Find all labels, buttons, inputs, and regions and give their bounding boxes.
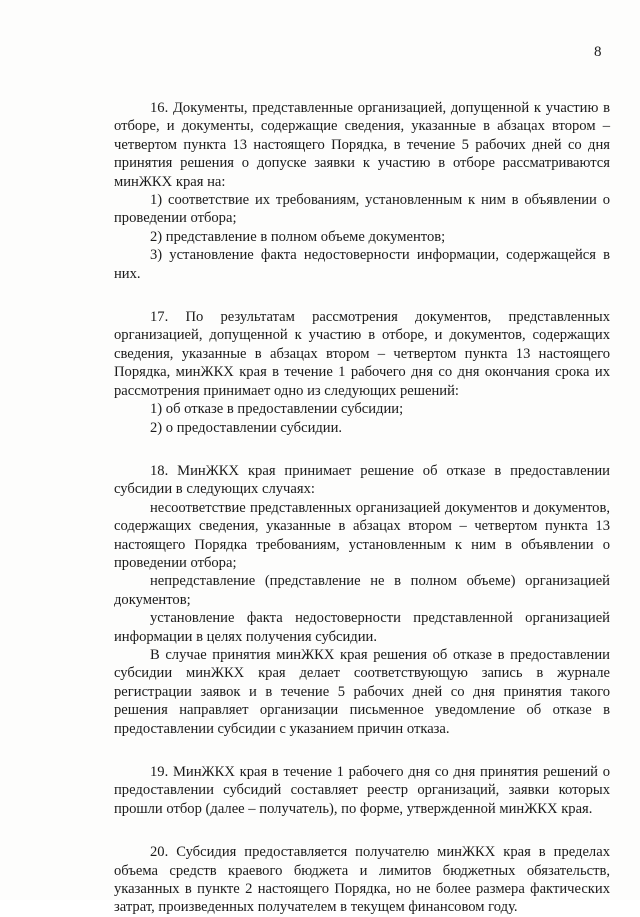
- paragraph-20: 20. Субсидия предоставляется получателю минЖКХ края в пределах объема средств краевого бюджета и лимитов бюджетных обязательств, указанных в пункте 2 настоящего Порядка, но не более размера фактических затрат, произведенных получателем в текущем финансовом году.: [114, 844, 610, 916]
- paragraph-17: 17. По результатам рассмотрения документов, представленных организацией, допущенной к участию в отборе, и документов, содержащих сведения, указанные в абзацах втором – четвертом пункта 13 настоящего Порядка, минЖКХ края в течение 1 рабочего дня со дня окончания срока их рассмотрения принимает одно из следующих решений:: [114, 309, 610, 399]
- paragraph-17-item-1: 1) об отказе в предоставлении субсидии;: [150, 401, 404, 418]
- paragraph-16-item-3: 3) установление факта недостоверности информации, содержащейся в них.: [114, 247, 610, 282]
- paragraph-18-case-3: установление факта недостоверности представленной организацией информации в целях получения субсидии.: [114, 610, 610, 645]
- spacer: [114, 283, 610, 308]
- paragraph-17-item-2: 2) о предоставлении субсидии.: [150, 419, 343, 436]
- document-body: [114, 99, 610, 917]
- spacer: [114, 818, 610, 843]
- paragraph-18-case-2: непредставление (представление не в полном объеме) организацией документов;: [114, 573, 610, 608]
- paragraph-16: 16. Документы, представленные организацией, допущенной к участию в отборе, и документы, содержащие сведения, указанные в абзацах втором – четвертом пункта 13 настоящего Порядка, в течение 5 рабочих дней со дня принятия решения о допуске заявки к участию в отборе рассматриваются минЖКХ края на:: [114, 100, 610, 190]
- paragraph-19: 19. МинЖКХ края в течение 1 рабочего дня со дня принятия решений о предоставлении субсидий составляет реестр организаций, заявки которых прошли отбор (далее – получатель), по форме, утвержденной минЖКХ края.: [114, 764, 610, 817]
- paragraph-18-refusal: В случае принятия минЖКХ края решения об отказе в предоставлении субсидии минЖКХ края делает соответствующую запись в журнале регистрации заявок и в течение 5 рабочих дней со дня принятия такого решения направляет организации письменное уведомление об отказе в предоставлении субсидии с указанием причин отказа.: [114, 646, 610, 737]
- spacer: [114, 437, 610, 462]
- page-number: 8: [594, 44, 602, 60]
- paragraph-18-case-1: несоответствие представленных организацией документов и документов, содержащих сведения, указанные в абзацах втором – четвертом пункта 13 настоящего Порядка требованиям, установленным к ним в объявлении о проведении отбора;: [114, 499, 610, 571]
- paragraph-16-item-2: 2) представление в полном объеме документов;: [150, 228, 446, 245]
- paragraph-16-item-1: 1) соответствие их требованиям, установленным к ним в объявлении о проведении отбора;: [114, 192, 610, 227]
- spacer: [114, 738, 610, 763]
- paragraph-18: 18. МинЖКХ края принимает решение об отказе в предоставлении субсидии в следующих случаях:: [114, 462, 610, 498]
